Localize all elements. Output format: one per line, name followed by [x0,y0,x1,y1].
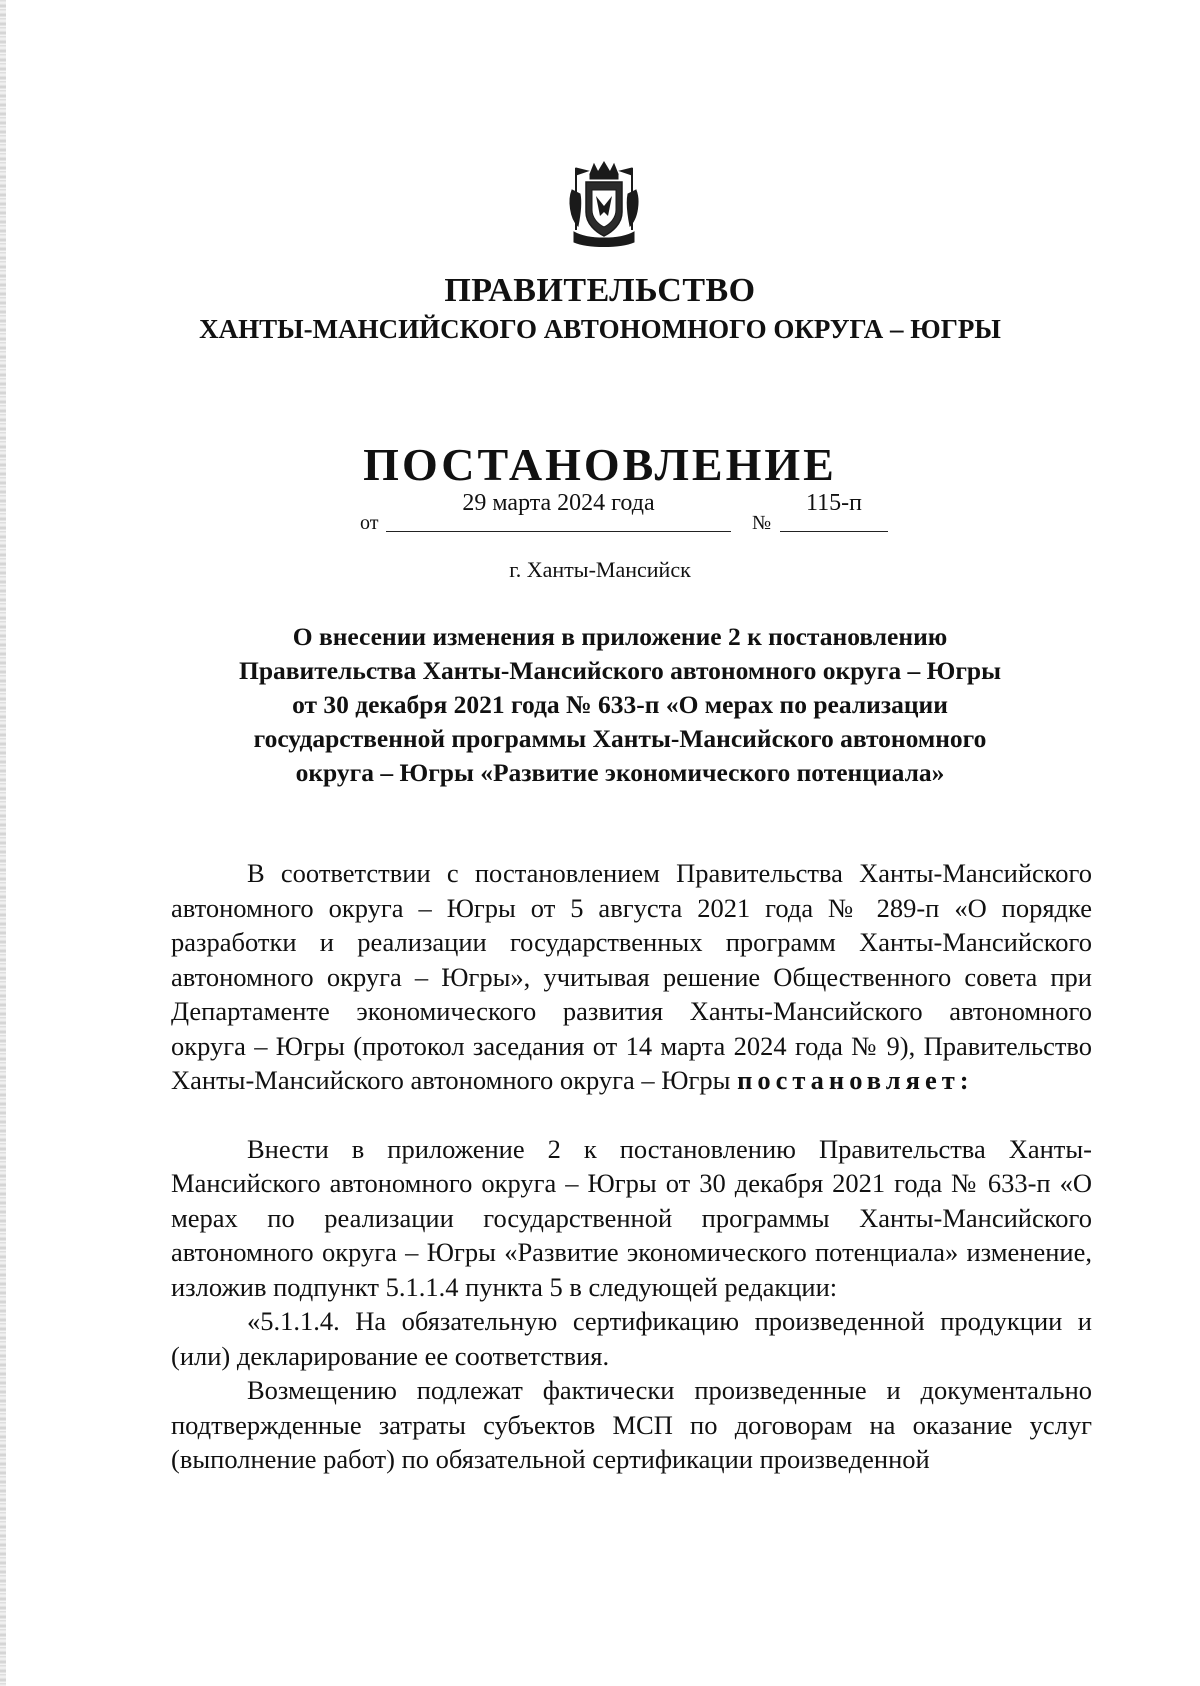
city: г. Ханты-Мансийск [509,557,691,582]
region-title: ХАНТЫ-МАНСИЙСКОГО АВТОНОМНОГО ОКРУГА – ЮГРЫ [199,314,1001,344]
subject-line: Правительства Ханты-Мансийского автономного округа – Югры [238,656,1001,685]
date-number-row [0,490,1200,540]
document-date: 29 марта 2024 года [462,490,655,516]
document-number: 115-п [806,490,862,516]
khmao-coat-of-arms-icon [568,160,640,248]
document-subject [180,620,1060,790]
body-paragraph: Внести в приложение 2 к постановлению Правительства Ханты-Мансийского автономного округа – Югры от 30 декабря 2021 года № 633-п «О мерах по реализации государственной программы Ханты-Мансийского автономного округа – Югры «Развитие экономического потенциала» изменение, изложив подпункт 5.1.1.4 пункта 5 в следующей редакции: [171,1133,1092,1302]
government-title: ПРАВИТЕЛЬСТВО [444,272,756,309]
preamble-paragraph [171,856,1092,1098]
number-sign: № [752,512,772,534]
subject-line: О внесении изменения в приложение 2 к постановлению [292,622,948,651]
date-underline [386,531,731,532]
preamble-text: В соответствии с постановлением Правительства Ханты-Мансийского автономного округа – Югры от 5 августа 2021 года № 289-п «О порядке разработки и реализации государственных программ Ханты-Мансийского автономного округа – Югры», учитывая решение Общественного совета при Департаменте экономического развития Ханты-Мансийского автономного округа – Югры (протокол заседания от 14 марта 2024 года № 9), Правительство Ханты-Мансийского автономного округа – Югры [171,858,1092,1095]
body-paragraph: «5.1.1.4. На обязательную сертификацию произведенной продукции и (или) декларирование ее соответствия. [171,1306,1092,1371]
scan-edge [0,0,6,1686]
subject-line: государственной программы Ханты-Мансийского автономного [253,724,987,753]
document-body [171,856,1092,1477]
subject-line: от 30 декабря 2021 года № 633-п «О мерах по реализации [292,690,948,719]
from-label: от [360,512,379,534]
number-underline [780,531,888,532]
subject-line: округа – Югры «Развитие экономического потенциала» [295,758,945,787]
document-type-title: ПОСТАНОВЛЕНИЕ [363,439,837,490]
body-paragraph: Возмещению подлежат фактически произведенные и документально подтвержденные затраты субъектов МСП по договорам на оказание услуг (выполнение работ) по обязательной сертификации произведенной [171,1375,1092,1474]
resolves-text: постановляет: [737,1065,974,1095]
